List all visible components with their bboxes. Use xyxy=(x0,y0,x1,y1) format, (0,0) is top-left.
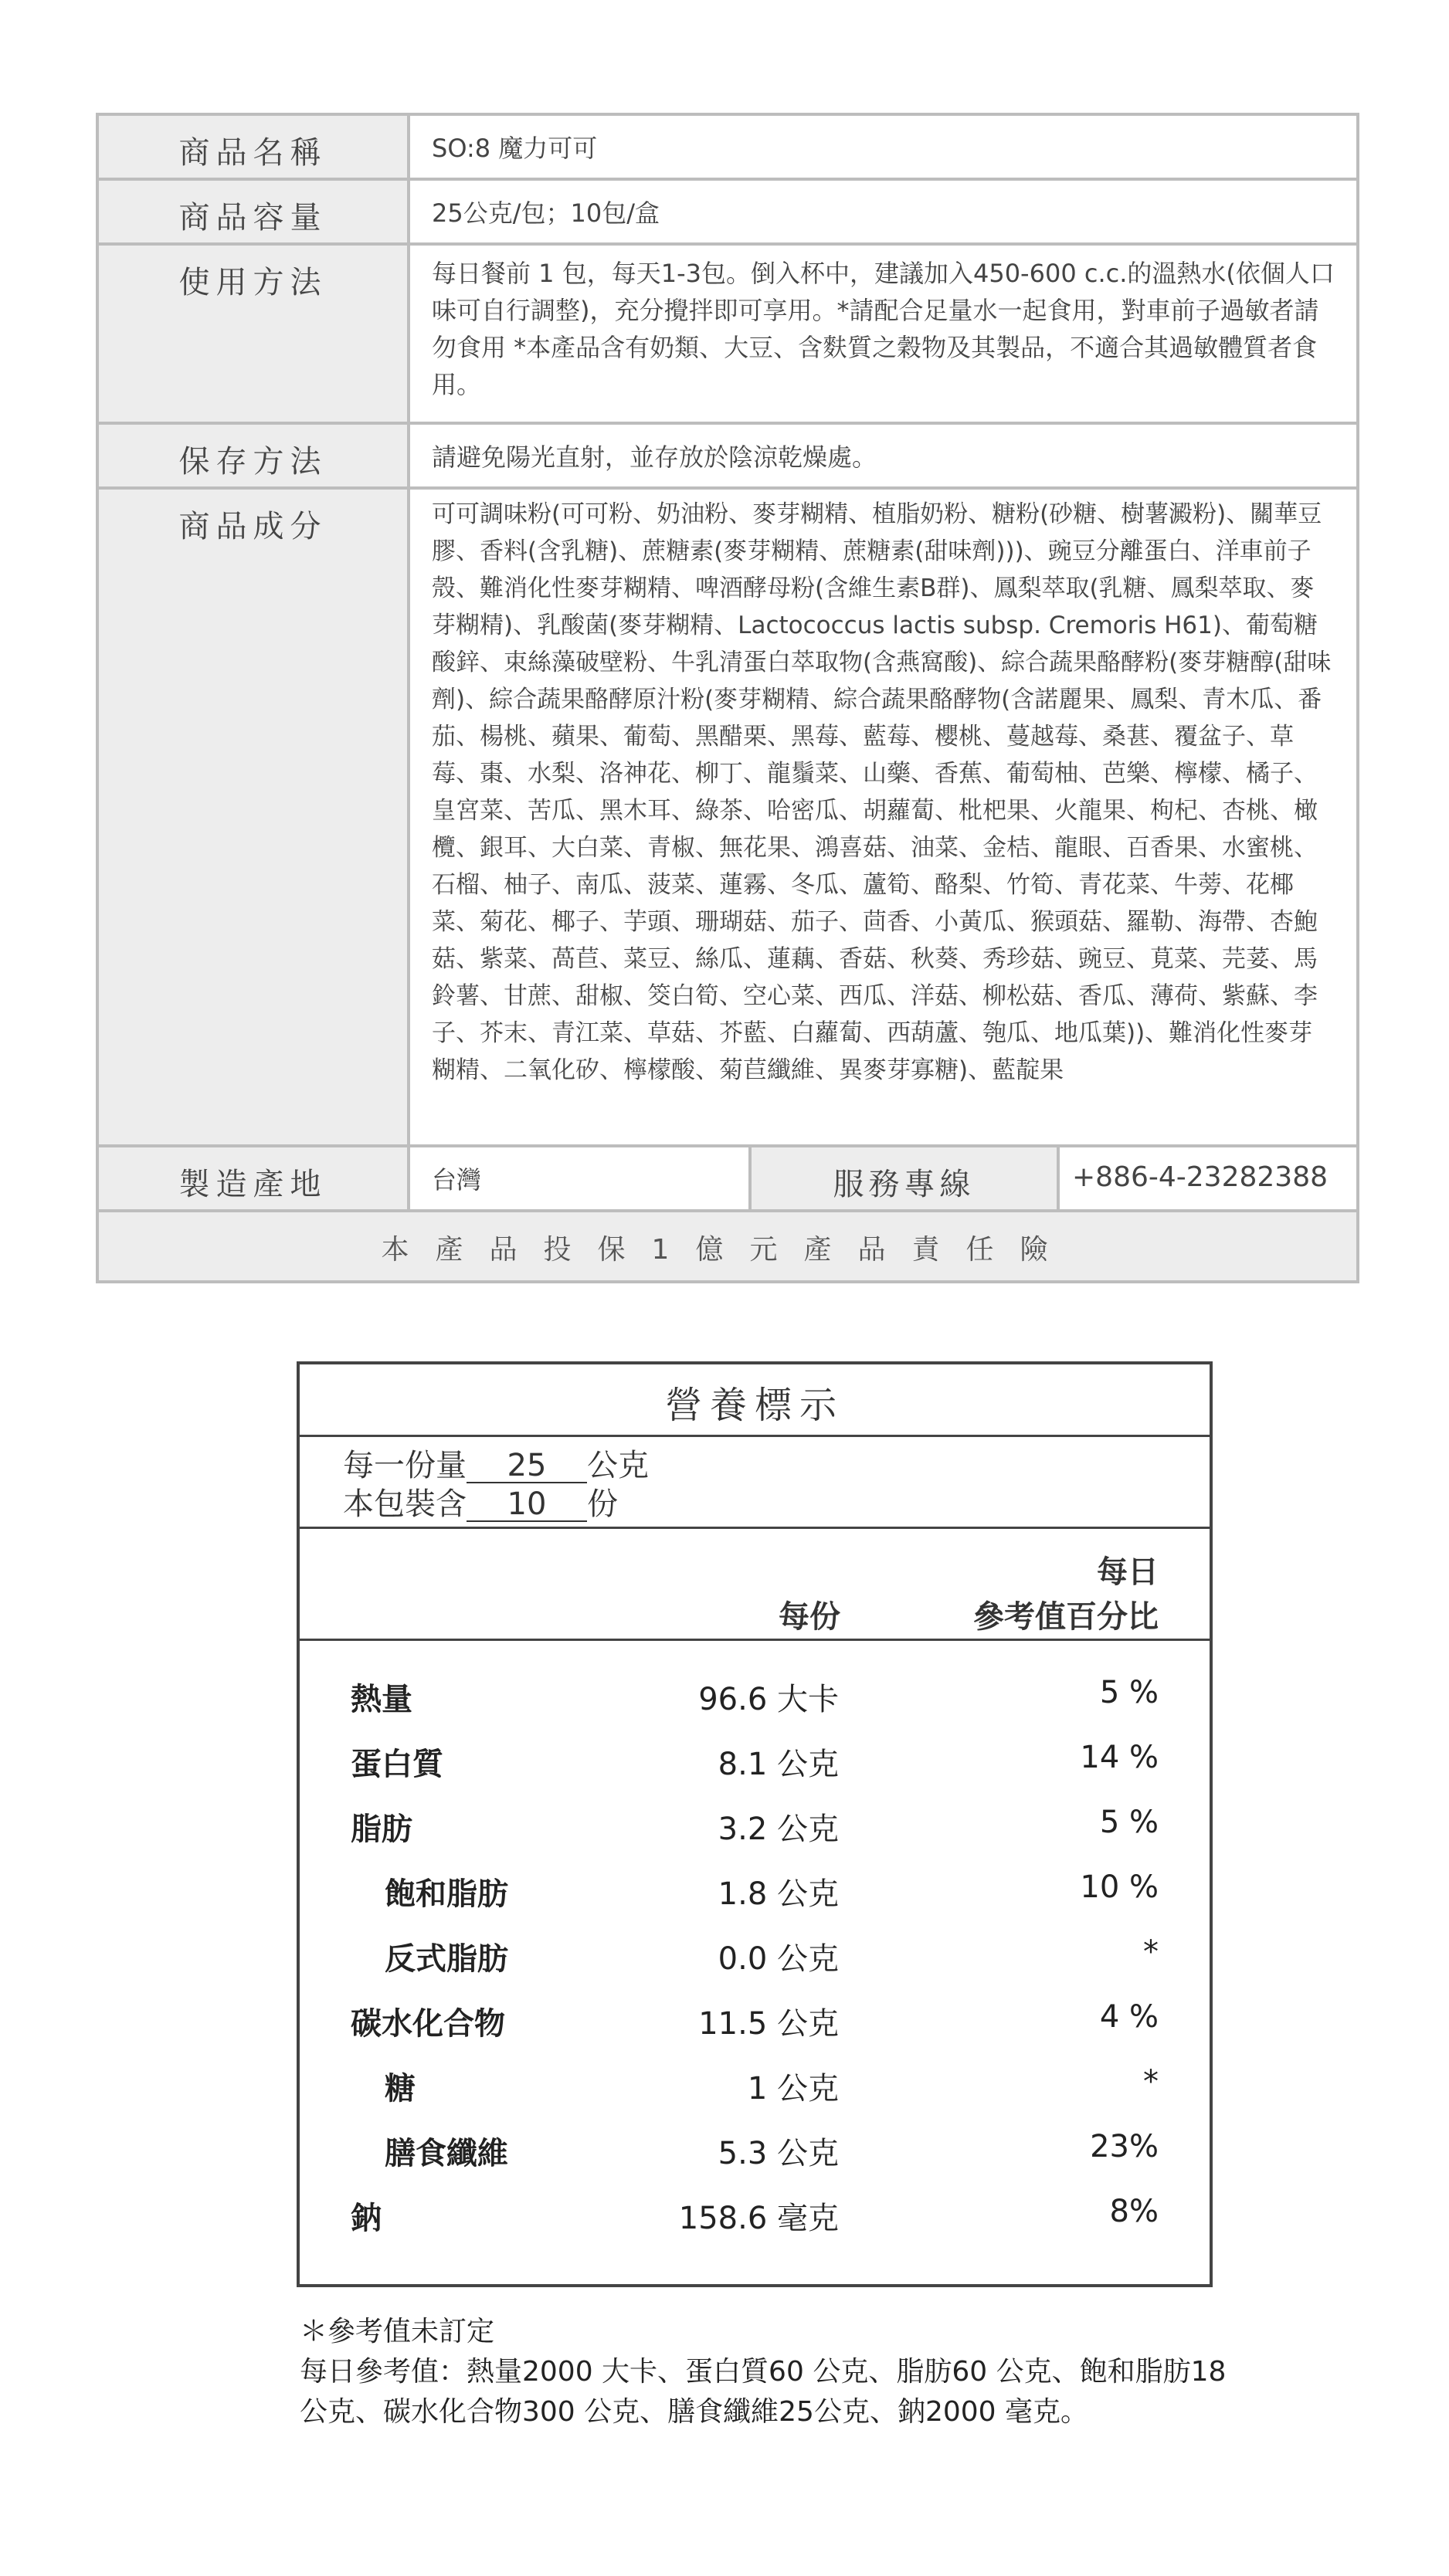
nutrient-name: 反式脂肪 xyxy=(385,1941,508,1977)
nutrient-amount: 1 公克 xyxy=(747,2071,839,2107)
nutrition-row xyxy=(300,2056,1210,2121)
nutrition-rows xyxy=(300,1641,1210,2251)
usage-label: 使用方法 xyxy=(99,246,410,422)
origin-hotline-row xyxy=(99,1147,1356,1212)
serving-size-value: 25 xyxy=(467,1449,587,1483)
product-info-table xyxy=(96,113,1359,1283)
nutrient-daily-percent: 5 % xyxy=(1099,1675,1159,1710)
serving-info xyxy=(300,1437,1210,1529)
product-name-label: 商品名稱 xyxy=(99,116,410,178)
nutrient-daily-percent: 8% xyxy=(1109,2194,1159,2229)
product-capacity-value: 25公克/包；10包/盒 xyxy=(432,198,660,228)
nutrient-name: 鈉 xyxy=(351,2201,382,2236)
ingredients-value: 可可調味粉(可可粉、奶油粉、麥芽糊精、植脂奶粉、糖粉(砂糖、樹薯澱粉)、關華豆膠、香料(含乳糖)、蔗糖素(麥芽糊精、蔗糖素(甜味劑)))、豌豆分離蛋白、洋車前子殼、難消化性麥芽糊精、啤酒酵母粉(含維生素B群)、鳳梨萃取(乳糖、鳳梨萃取、麥芽糊精)、乳酸菌(麥芽糊精、Lactococcus lactis subsp. Cremoris H61)、葡萄糖酸鋅、束絲藻破壁粉、牛乳清蛋白萃取物(含燕窩酸)、綜合蔬果酪酵粉(麥芽糖醇(甜味劑)、綜合蔬果酪酵原汁粉(麥芽糊精、綜合蔬果酪酵物(含諾麗果、鳳梨、青木瓜、番茄、楊桃、蘋果、葡萄、黑醋栗、黑莓、藍莓、櫻桃、蔓越莓、桑葚、覆盆子、草莓、棗、水梨、洛神花、柳丁、龍鬚菜、山藥、香蕉、葡萄柚、芭樂、檸檬、橘子、皇宮菜、苦瓜、黑木耳、綠茶、哈密瓜、胡蘿蔔、枇杷果、火龍果、枸杞、杏桃、橄欖、銀耳、大白菜、青椒、無花果、鴻喜菇、油菜、金桔、龍眼、百香果、水蜜桃、石榴、柚子、南瓜、菠菜、蓮霧、冬瓜、蘆筍、酪梨、竹筍、青花菜、牛蒡、花椰菜、菊花、椰子、芋頭、珊瑚菇、茄子、茴香、小黃瓜、猴頭菇、羅勒、海帶、杏鮑菇、紫菜、萵苣、菜豆、絲瓜、蓮藕、香菇、秋葵、秀珍菇、豌豆、莧菜、芫荽、馬鈴薯、甘蔗、甜椒、筊白筍、空心菜、西瓜、洋菇、柳松菇、香瓜、薄荷、紫蘇、李子、芥末、青江菜、草菇、芥藍、白蘿蔔、西葫蘆、匏瓜、地瓜葉))、難消化性麥芽糊精、二氧化矽、檸檬酸、菊苣纖維、異麥芽寡糖)、藍靛果 xyxy=(432,500,1332,1084)
nutrition-row xyxy=(300,1927,1210,1991)
nutrition-facts-table xyxy=(297,1361,1213,2287)
ingredients-row xyxy=(99,490,1356,1147)
nutrient-amount: 3.2 公克 xyxy=(718,1812,839,1847)
nutrient-daily-percent: 4 % xyxy=(1099,1999,1159,2035)
nutrient-name: 飽和脂肪 xyxy=(385,1876,508,1912)
nutrition-column-header xyxy=(300,1529,1210,1641)
servings-prefix: 本包裝含 xyxy=(343,1486,467,1522)
serving-size-unit: 公克 xyxy=(587,1448,649,1483)
nutrient-name: 脂肪 xyxy=(351,1812,412,1847)
serving-size-line xyxy=(343,1446,1210,1485)
per-serving-header: 每份 xyxy=(779,1599,840,1635)
footnote-line1: ＊參考值未訂定 xyxy=(300,2316,495,2347)
nutrient-name: 膳食纖維 xyxy=(385,2136,508,2171)
nutrient-amount: 8.1 公克 xyxy=(718,1747,839,1782)
nutrient-daily-percent: 5 % xyxy=(1099,1805,1159,1840)
nutrition-footnote xyxy=(300,2312,1227,2432)
usage-value: 每日餐前 1 包，每天1-3包。倒入杯中，建議加入450-600 c.c.的溫熱水(依個人口味可自行調整)，充分攪拌即可享用。*請配合足量水一起食用，對車前子過敏者請勿食用 *本產品含有奶類、大豆、含麩質之穀物及其製品，不適合其過敏體質者食用。 xyxy=(432,259,1335,399)
nutrient-amount: 0.0 公克 xyxy=(718,1941,839,1977)
nutrient-amount: 1.8 公克 xyxy=(718,1876,839,1912)
nutrition-row xyxy=(300,1732,1210,1797)
footnote-line2: 每日參考值：熱量2000 大卡、蛋白質60 公克、脂肪60 公克、飽和脂肪18 公克、碳水化合物300 公克、膳食纖維25公克、鈉2000 毫克。 xyxy=(300,2356,1227,2428)
ingredients-label: 商品成分 xyxy=(99,490,410,1144)
nutrition-row xyxy=(300,1862,1210,1927)
product-capacity-row xyxy=(99,181,1356,246)
nutrition-row xyxy=(300,1797,1210,1862)
nutrition-row xyxy=(300,1667,1210,1732)
servings-value: 10 xyxy=(467,1488,587,1522)
daily-value-header-line2: 參考值百分比 xyxy=(973,1599,1159,1635)
origin-value: 台灣 xyxy=(432,1165,482,1195)
storage-row xyxy=(99,425,1356,490)
servings-line xyxy=(343,1485,1210,1524)
nutrient-daily-percent: 10 % xyxy=(1080,1869,1159,1905)
insurance-note: 本產品投保1億元產品責任險 xyxy=(99,1212,1356,1280)
nutrient-name: 糖 xyxy=(385,2071,416,2107)
nutrition-row xyxy=(300,2121,1210,2186)
hotline-value: +886-4-23282388 xyxy=(1072,1161,1328,1193)
nutrition-title: 營養標示 xyxy=(300,1364,1210,1437)
nutrient-daily-percent: * xyxy=(1143,2064,1159,2100)
usage-row xyxy=(99,246,1356,425)
daily-value-header-line1: 每日 xyxy=(1097,1554,1159,1590)
hotline-label: 服務專線 xyxy=(748,1147,1060,1209)
product-name-value: SO:8 魔力可可 xyxy=(432,134,598,163)
nutrient-amount: 11.5 公克 xyxy=(698,2006,839,2042)
product-capacity-label: 商品容量 xyxy=(99,181,410,242)
nutrient-daily-percent: 14 % xyxy=(1080,1740,1159,1775)
storage-value: 請避免陽光直射，並存放於陰涼乾燥處。 xyxy=(432,442,877,472)
nutrition-row xyxy=(300,1991,1210,2056)
nutrient-amount: 158.6 毫克 xyxy=(678,2201,839,2236)
servings-unit: 份 xyxy=(587,1486,618,1522)
nutrition-row xyxy=(300,2186,1210,2251)
nutrient-daily-percent: 23% xyxy=(1090,2129,1159,2164)
nutrient-daily-percent: * xyxy=(1143,1934,1159,1970)
product-name-row xyxy=(99,116,1356,181)
serving-size-prefix: 每一份量 xyxy=(343,1448,467,1483)
nutrient-amount: 5.3 公克 xyxy=(718,2136,839,2171)
nutrient-amount: 96.6 大卡 xyxy=(698,1682,839,1717)
origin-label: 製造產地 xyxy=(99,1147,410,1209)
storage-label: 保存方法 xyxy=(99,425,410,486)
nutrient-name: 碳水化合物 xyxy=(351,2006,505,2042)
nutrient-name: 蛋白質 xyxy=(351,1747,443,1782)
nutrient-name: 熱量 xyxy=(351,1682,412,1717)
